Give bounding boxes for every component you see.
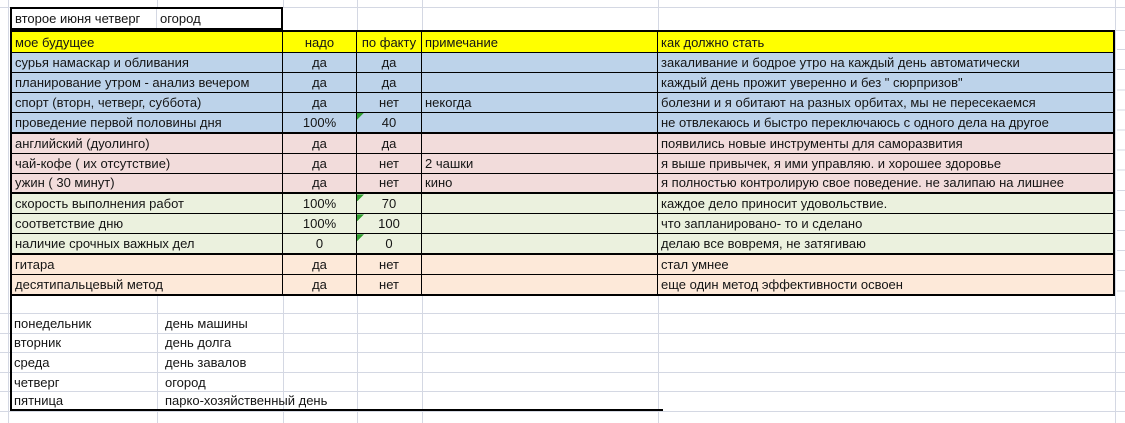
note-cell[interactable]: 2 чашки bbox=[422, 154, 658, 173]
task-cell[interactable]: проведение первой половины дня bbox=[12, 113, 283, 132]
table-row bbox=[12, 72, 1113, 92]
header-fact[interactable]: по факту bbox=[357, 32, 422, 52]
goal-cell[interactable]: стал умнее bbox=[658, 255, 1113, 274]
week-row bbox=[10, 353, 660, 373]
week-row bbox=[10, 333, 660, 353]
goal-cell[interactable]: появились новые инструменты для саморазвития bbox=[658, 134, 1113, 153]
fact-cell[interactable]: да bbox=[357, 53, 422, 72]
goal-cell[interactable]: делаю все вовремя, не затягиваю bbox=[658, 234, 1113, 253]
need-cell[interactable]: 100% bbox=[283, 194, 357, 213]
gridline bbox=[422, 0, 423, 30]
note-cell[interactable] bbox=[422, 113, 658, 132]
task-cell[interactable]: ужин ( 30 минут) bbox=[12, 174, 283, 193]
fact-cell[interactable]: нет bbox=[357, 154, 422, 173]
header-task[interactable]: мое будущее bbox=[12, 32, 283, 52]
gridline bbox=[658, 0, 659, 30]
gridline bbox=[283, 0, 284, 7]
table-row bbox=[12, 253, 1113, 274]
fact-cell[interactable]: нет bbox=[357, 174, 422, 193]
gridline bbox=[1117, 30, 1125, 296]
goal-cell[interactable]: каждое дело приносит удовольствие. bbox=[658, 194, 1113, 213]
task-cell[interactable]: планирование утром - анализ вечером bbox=[12, 73, 283, 92]
goal-cell[interactable]: каждый день прожит уверенно и без " сюрпризов" bbox=[658, 73, 1113, 92]
task-cell[interactable]: спорт (вторн, четверг, суббота) bbox=[12, 93, 283, 112]
need-cell[interactable]: да bbox=[283, 53, 357, 72]
task-cell[interactable]: чай-кофе ( их отсутствие) bbox=[12, 154, 283, 173]
need-cell[interactable]: да bbox=[283, 73, 357, 92]
week-theme-cell[interactable]: день долга bbox=[165, 335, 232, 351]
task-cell[interactable]: соответствие дню bbox=[12, 214, 283, 233]
fact-cell[interactable]: 0 bbox=[357, 234, 422, 253]
table-row bbox=[12, 173, 1113, 193]
task-cell[interactable]: наличие срочных важных дел bbox=[12, 234, 283, 253]
need-cell[interactable]: да bbox=[283, 93, 357, 112]
note-cell[interactable] bbox=[422, 234, 658, 253]
goal-cell[interactable]: закаливание и бодрое утро на каждый день автоматически bbox=[658, 53, 1113, 72]
gridline bbox=[157, 0, 158, 7]
note-cell[interactable] bbox=[422, 194, 658, 213]
task-cell[interactable]: английский (дуолинго) bbox=[12, 134, 283, 153]
fact-cell[interactable]: да bbox=[357, 134, 422, 153]
gridline bbox=[357, 0, 358, 30]
table-row bbox=[12, 53, 1113, 72]
fact-cell[interactable]: нет bbox=[357, 93, 422, 112]
week-row bbox=[10, 372, 660, 392]
table-row bbox=[12, 132, 1113, 153]
day-theme-cell[interactable]: огород bbox=[160, 11, 201, 26]
habit-table bbox=[10, 30, 1115, 296]
goal-cell[interactable]: болезни и я обитают на разных орбитах, мы не пересекаемся bbox=[658, 93, 1113, 112]
need-cell[interactable]: 100% bbox=[283, 214, 357, 233]
header-goal[interactable]: как должно стать bbox=[661, 34, 765, 50]
need-cell[interactable]: 100% bbox=[283, 113, 357, 132]
weekday-cell[interactable]: пятница bbox=[14, 392, 64, 408]
goal-cell[interactable]: я выше привычек, я ими управляю. и хорошее здоровье bbox=[658, 154, 1113, 173]
note-cell[interactable]: кино bbox=[422, 174, 658, 193]
header-note[interactable]: примечание bbox=[422, 32, 658, 52]
error-flag-triangle bbox=[357, 113, 364, 120]
table-row bbox=[12, 192, 1113, 213]
fact-cell[interactable]: да bbox=[357, 73, 422, 92]
note-cell[interactable] bbox=[422, 53, 658, 72]
weekday-cell[interactable]: понедельник bbox=[14, 315, 92, 331]
note-cell[interactable] bbox=[422, 275, 658, 294]
goal-cell[interactable]: еще один метод эффективности освоен bbox=[658, 275, 1113, 294]
weekday-cell[interactable]: четверг bbox=[14, 374, 60, 390]
need-cell[interactable]: 0 bbox=[283, 234, 357, 253]
need-cell[interactable]: да bbox=[283, 174, 357, 193]
week-row bbox=[10, 391, 660, 411]
date-header-box bbox=[10, 7, 283, 30]
task-cell[interactable]: десятипальцевый метод bbox=[12, 275, 283, 294]
week-theme-cell[interactable]: день завалов bbox=[165, 354, 247, 370]
week-theme-cell[interactable]: огород bbox=[165, 374, 206, 390]
table-row bbox=[12, 274, 1113, 294]
goal-cell[interactable]: я полностью контролирую свое поведение. не залипаю на лишнее bbox=[658, 174, 1113, 193]
goal-cell[interactable]: не отвлекаюсь и быстро переключаюсь с одного дела на другое bbox=[658, 113, 1113, 132]
task-cell[interactable]: гитара bbox=[12, 255, 283, 274]
fact-cell[interactable]: 70 bbox=[357, 194, 422, 213]
note-cell[interactable]: некогда bbox=[422, 93, 658, 112]
table-row bbox=[12, 112, 1113, 132]
table-row bbox=[12, 92, 1113, 112]
table-row bbox=[12, 213, 1113, 233]
error-flag-triangle bbox=[357, 234, 364, 241]
note-cell[interactable] bbox=[422, 255, 658, 274]
fact-cell[interactable]: нет bbox=[357, 255, 422, 274]
fact-cell[interactable]: 100 bbox=[357, 214, 422, 233]
need-cell[interactable]: да bbox=[283, 255, 357, 274]
note-cell[interactable] bbox=[422, 214, 658, 233]
header-need[interactable]: надо bbox=[283, 32, 357, 52]
fact-cell[interactable]: нет bbox=[357, 275, 422, 294]
gridline bbox=[8, 0, 9, 423]
week-theme-cell[interactable]: день машины bbox=[165, 315, 248, 331]
need-cell[interactable]: да bbox=[283, 154, 357, 173]
note-cell[interactable] bbox=[422, 134, 658, 153]
goal-cell[interactable]: что запланировано- то и сделано bbox=[658, 214, 1113, 233]
gridline bbox=[0, 411, 1125, 412]
need-cell[interactable]: да bbox=[283, 275, 357, 294]
weekday-cell[interactable]: среда bbox=[14, 354, 50, 370]
weekday-cell[interactable]: вторник bbox=[14, 335, 62, 351]
table-row bbox=[12, 233, 1113, 253]
need-cell[interactable]: да bbox=[283, 134, 357, 153]
week-row bbox=[10, 314, 660, 334]
task-cell[interactable]: сурья намаскар и обливания bbox=[12, 53, 283, 72]
error-flag-triangle bbox=[357, 194, 364, 201]
task-cell[interactable]: скорость выполнения работ bbox=[12, 194, 283, 213]
error-flag-triangle bbox=[357, 214, 364, 221]
note-cell[interactable] bbox=[422, 73, 658, 92]
fact-cell[interactable]: 40 bbox=[357, 113, 422, 132]
gridline bbox=[1115, 0, 1116, 423]
table-row bbox=[12, 153, 1113, 173]
table-header-row bbox=[12, 32, 1113, 53]
date-cell[interactable]: второе июня четверг bbox=[12, 9, 157, 28]
week-theme-cell[interactable]: парко-хозяйственный день bbox=[165, 392, 328, 408]
